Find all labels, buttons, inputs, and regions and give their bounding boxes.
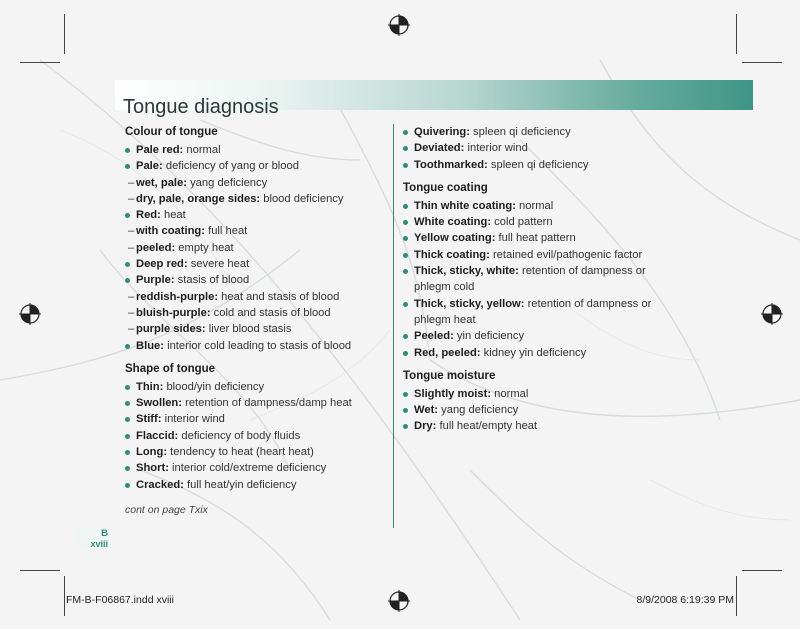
list-item [125, 272, 383, 288]
list-item [403, 140, 658, 156]
list-item [125, 411, 383, 427]
definition: stasis of blood [174, 274, 250, 287]
definition: yang deficiency [438, 404, 519, 417]
definition: deficiency of yang or blood [162, 160, 299, 173]
section-heading: Tongue coating [403, 181, 488, 194]
sub-item [125, 191, 383, 207]
section-heading: Colour of tongue [125, 126, 218, 138]
definition: spleen qi deficiency [487, 158, 589, 171]
registration-mark-icon [388, 14, 410, 36]
list-item [403, 345, 658, 361]
list-item [125, 142, 383, 158]
definition: spleen qi deficiency [469, 126, 571, 138]
crop-mark [64, 14, 65, 54]
definition: interior cold leading to stasis of blood [163, 339, 352, 352]
term: wet, pale: [136, 176, 187, 189]
term: Cracked: [136, 478, 184, 491]
list-item [125, 338, 383, 354]
term: Stiff: [136, 413, 162, 426]
definition: normal [491, 387, 529, 400]
left-column [125, 124, 383, 518]
list-item [403, 328, 658, 344]
registration-mark-icon [388, 590, 410, 612]
page-number: xviii [90, 539, 108, 549]
list-item [403, 386, 658, 402]
list-item [125, 460, 383, 476]
term: Swollen: [136, 397, 182, 410]
list-item [403, 214, 658, 230]
term: Thin white coating: [414, 199, 516, 212]
definition: cold pattern [491, 216, 553, 229]
list-item [403, 263, 658, 296]
term: bluish-purple: [136, 306, 211, 319]
definition: retained evil/pathogenic factor [489, 248, 643, 261]
definition: heat [160, 209, 186, 222]
column-divider [393, 124, 394, 528]
list-item [125, 379, 383, 395]
section [403, 180, 658, 361]
term: Pale red: [136, 144, 184, 156]
definition: normal [183, 144, 221, 156]
sub-item [125, 240, 383, 256]
list-item [125, 158, 383, 174]
list-item [125, 444, 383, 460]
definition: yin deficiency [453, 330, 525, 343]
term: Short: [136, 462, 169, 475]
term: Peeled: [414, 330, 454, 343]
crop-mark [742, 570, 782, 571]
sub-item [125, 305, 383, 321]
list-item [403, 402, 658, 418]
crop-mark [20, 62, 60, 63]
term: Deep red: [136, 258, 188, 271]
definition: cold and stasis of blood [210, 306, 331, 319]
term: Thick, sticky, white: [414, 265, 519, 278]
term: dry, pale, orange sides: [136, 192, 261, 205]
list-item [125, 395, 383, 411]
page-title: Tongue diagnosis [123, 96, 279, 119]
list-item [403, 157, 658, 173]
definition: interior cold/extreme deficiency [168, 462, 327, 475]
crop-mark [20, 570, 60, 571]
list-item [403, 124, 658, 140]
definition: kidney yin deficiency [480, 346, 587, 359]
term: Long: [136, 446, 168, 459]
list-item [125, 256, 383, 272]
list-item [403, 198, 658, 214]
definition: full heat/empty heat [436, 420, 538, 433]
term: peeled: [136, 241, 176, 254]
term: Blue: [136, 339, 164, 352]
term: Thick coating: [414, 248, 490, 261]
definition: full heat [204, 225, 248, 238]
definition: full heat pattern [495, 232, 576, 245]
term: Red: [136, 209, 161, 222]
definition: yang deficiency [186, 176, 268, 189]
list-item [403, 230, 658, 246]
crop-mark [742, 62, 782, 63]
registration-mark-icon [761, 303, 783, 325]
definition: liver blood stasis [205, 323, 292, 336]
footer-timestamp: 8/9/2008 6:19:39 PM [636, 594, 734, 606]
term: with coating: [136, 225, 205, 238]
registration-mark-icon [19, 303, 41, 325]
definition: normal [515, 199, 554, 212]
sub-item [125, 223, 383, 239]
term: reddish-purple: [136, 290, 219, 303]
list-item [125, 428, 383, 444]
section [403, 368, 658, 435]
definition: interior wind [464, 142, 528, 155]
definition: deficiency of body fluids [178, 429, 301, 442]
crop-mark [736, 576, 737, 616]
term: White coating: [414, 216, 492, 229]
list-item [403, 247, 658, 263]
definition: retention of dampness or phlegm heat [414, 297, 652, 326]
term: Toothmarked: [414, 158, 488, 171]
list-item [125, 477, 383, 493]
definition: blood deficiency [260, 192, 344, 205]
section [125, 124, 383, 354]
section-tab [78, 528, 110, 550]
list-item [125, 207, 383, 223]
list-item [403, 418, 658, 434]
term: Red, peeled: [414, 346, 481, 359]
definition: heat and stasis of blood [218, 290, 340, 303]
term: Purple: [136, 274, 175, 287]
list-item [403, 296, 658, 329]
definition: interior wind [161, 413, 225, 426]
section-letter: B [101, 528, 108, 539]
sub-item [125, 175, 383, 191]
term: Thin: [136, 380, 164, 393]
term: Quivering: [414, 126, 470, 138]
term: Thick, sticky, yellow: [414, 297, 525, 310]
term: Wet: [414, 404, 439, 417]
definition: tendency to heat (heart heat) [167, 446, 314, 459]
term: purple sides: [136, 323, 206, 336]
title-banner [115, 80, 753, 119]
section [125, 361, 383, 493]
crop-mark [64, 576, 65, 616]
crop-mark [736, 14, 737, 54]
term: Slightly moist: [414, 387, 492, 400]
footer-file-slug: FM-B-F06867.indd xviii [66, 594, 174, 606]
definition: empty heat [175, 241, 234, 254]
section-heading: Shape of tongue [125, 362, 216, 375]
term: Yellow coating: [414, 232, 496, 245]
right-column [403, 124, 658, 442]
section [403, 124, 658, 173]
definition: retention of dampness or phlegm cold [414, 265, 646, 294]
term: Deviated: [414, 142, 465, 155]
sub-item [125, 289, 383, 305]
term: Pale: [136, 160, 163, 173]
definition: blood/yin deficiency [163, 380, 265, 393]
term: Dry: [414, 420, 437, 433]
definition: retention of dampness/damp heat [182, 397, 352, 410]
section-heading: Tongue moisture [403, 369, 496, 382]
term: Flaccid: [136, 429, 179, 442]
continuation-note: cont on page Txix [125, 503, 208, 516]
definition: severe heat [187, 258, 250, 271]
sub-item [125, 321, 383, 337]
definition: full heat/yin deficiency [183, 478, 297, 491]
